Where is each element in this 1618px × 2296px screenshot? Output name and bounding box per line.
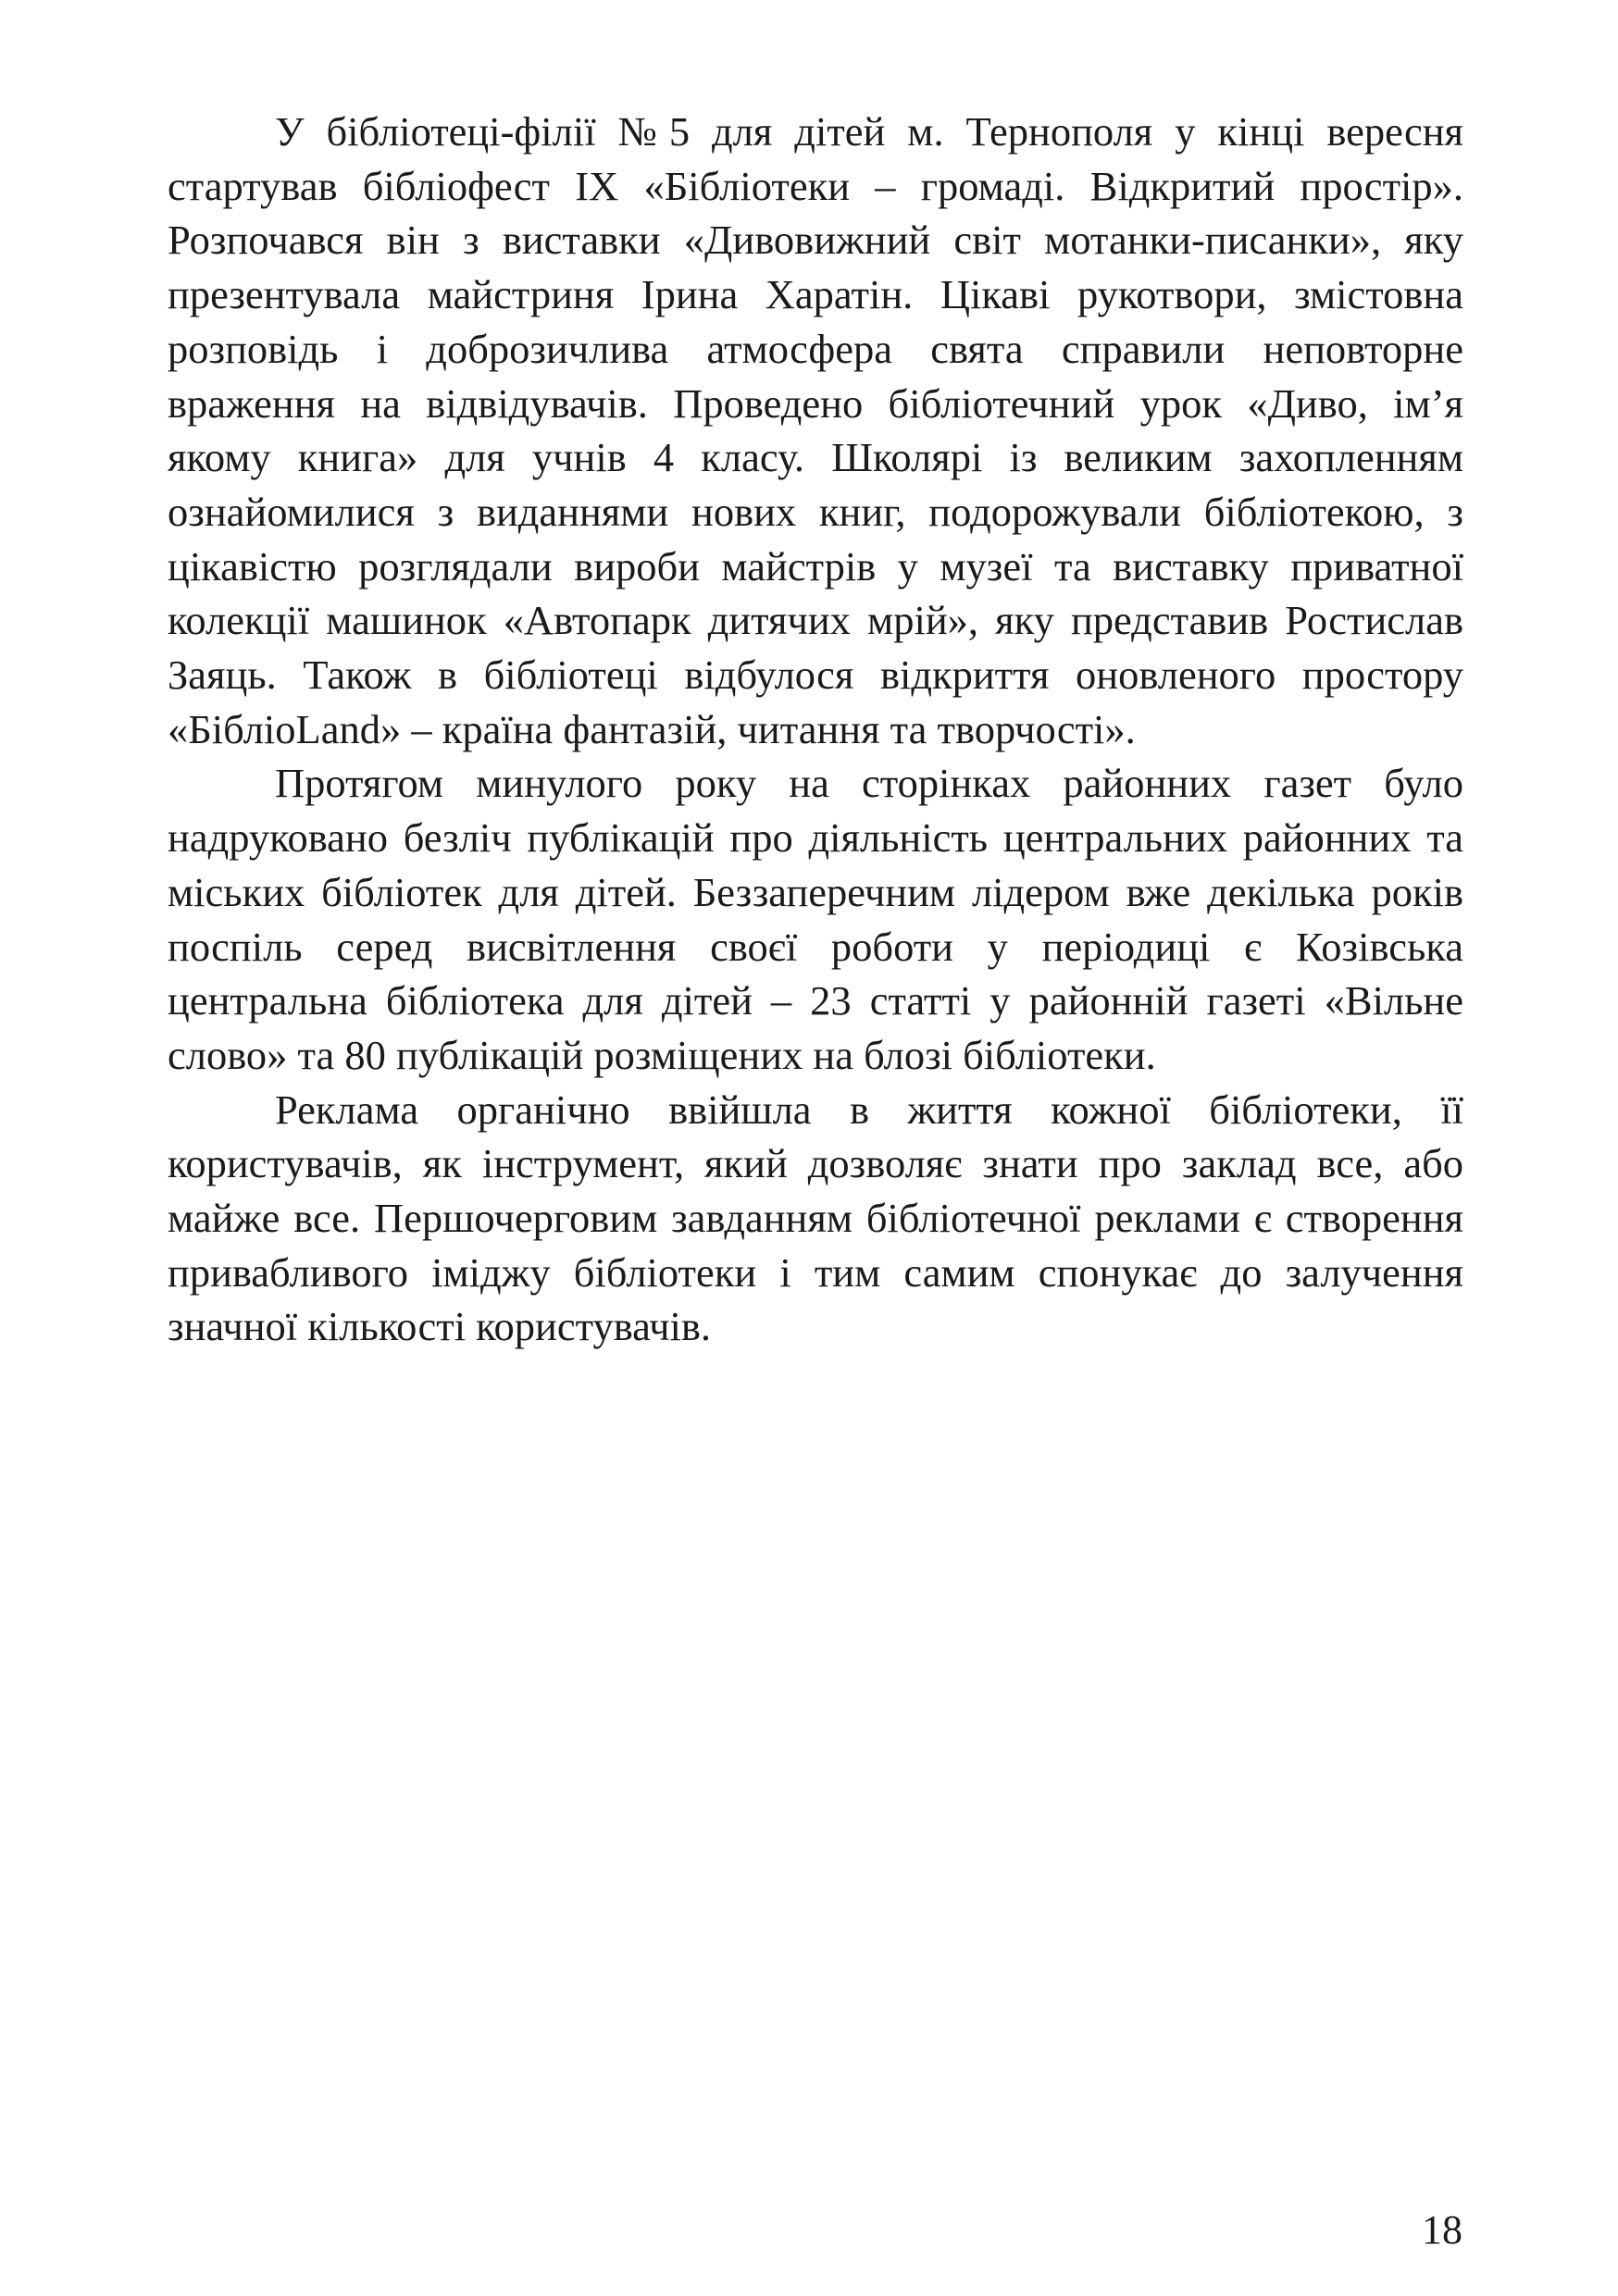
body-text bbox=[168, 105, 1463, 1354]
page-number: 18 bbox=[1422, 2207, 1462, 2253]
paragraph-newspaper-publications: Протягом минулого року на сторінках районних газет було надруковано безліч публікацій про діяльність центральних районних та міських бібліотек для дітей. Беззаперечним лідером вже декілька років поспіль серед висвітлення своєї роботи у періодиці є Козівська центральна бібліотека для дітей – 23 статті у районній газеті «Вільне слово» та 80 публікацій розміщених на блозі бібліотеки. bbox=[168, 760, 1463, 1078]
paragraph-library-fest: У бібліотеці-філії №5 для дітей м. Тернополя у кінці вересня стартував бібліофест IX «Бібліотеки – громаді. Відкритий простір». Розпочався він з виставки «Дивовижний світ мотанки-писанки», яку презентувала майстриня Ірина Харатін. Цікаві рукотвори, змістовна розповідь і доброзичлива атмосфера свята справили неповторне враження на відвідувачів. Проведено бібліотечний урок «Диво, ім’я якому книга» для учнів 4 класу. Школярі із великим захопленням ознайомилися з виданнями нових книг, подорожували бібліотекою, з цікавістю розглядали вироби майстрів у музеї та виставку приватної колекції машинок «Автопарк дитячих мрій», яку представив Ростислав Заяць. Також в бібліотеці відбулося відкриття оновленого простору «БібліоLand» – країна фантазій, читання та творчості». bbox=[168, 108, 1463, 752]
paragraph-advertising: Реклама органічно ввійшла в життя кожної бібліотеки, її користувачів, як інструмент, який дозволяє знати про заклад все, або майже все. Першочерговим завданням бібліотечної реклами є створення привабливого іміджу бібліотеки і тим самим спонукає до залучення значної кількості користувачів. bbox=[168, 1086, 1463, 1350]
